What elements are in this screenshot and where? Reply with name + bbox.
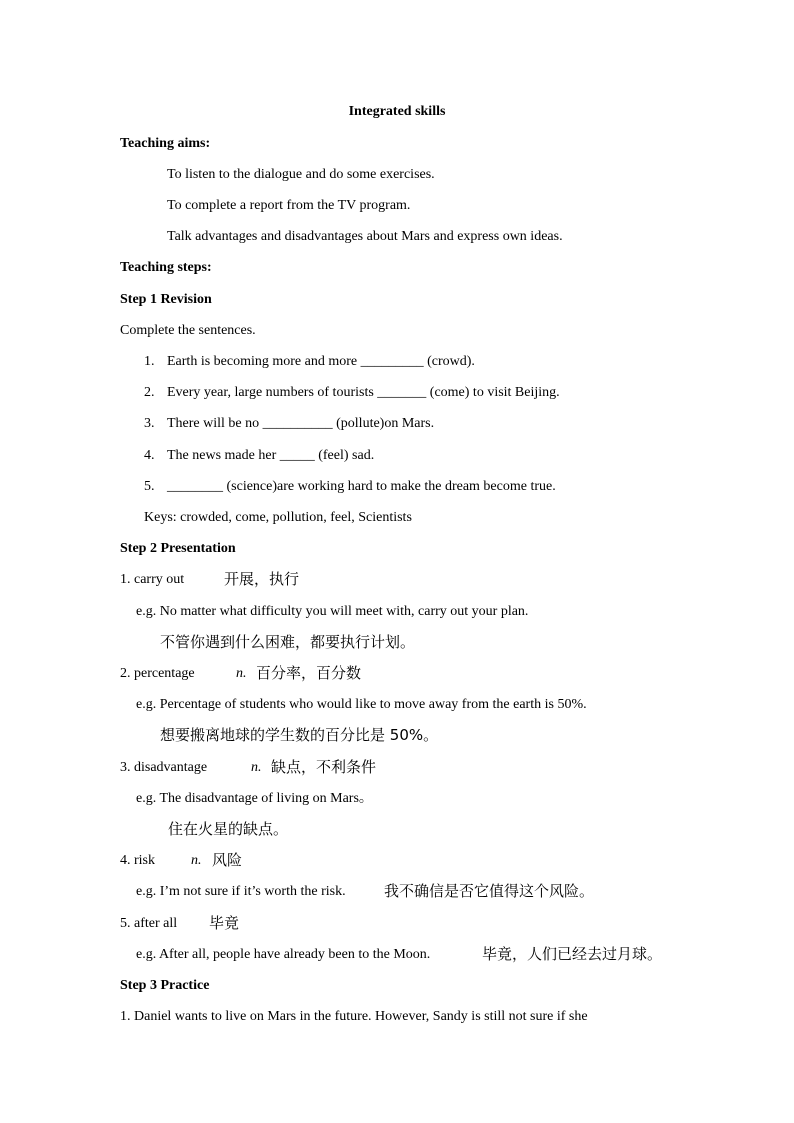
aim-item: To complete a report from the TV program. xyxy=(167,198,411,213)
sentence-number: 3. xyxy=(144,416,155,431)
vocab-example: e.g. I’m not sure if it’s worth the risk. xyxy=(136,884,346,899)
vocab-meaning: 百分率，百分数 xyxy=(256,664,362,682)
vocab-meaning: 开展，执行 xyxy=(224,570,300,588)
vocab-translation: 想要搬离地球的学生数的百分比是 50%。 xyxy=(160,726,439,744)
part-of-speech: n. xyxy=(251,760,262,775)
sentence-text: Every year, large numbers of tourists _______ (come) to visit Beijing. xyxy=(167,385,560,400)
part-of-speech: n. xyxy=(191,853,202,868)
vocab-example: e.g. The disadvantage of living on Mars。 xyxy=(136,791,373,806)
sentence-text: There will be no __________ (pollute)on Mars. xyxy=(167,416,435,431)
vocab-meaning: 缺点，不利条件 xyxy=(271,758,377,776)
vocab-term: 2. percentage xyxy=(120,666,195,681)
sentence-number: 4. xyxy=(144,448,155,463)
step1-instruction: Complete the sentences. xyxy=(120,323,256,338)
vocab-translation: 住在火星的缺点。 xyxy=(168,820,289,838)
step3-exercise-text: 1. Daniel wants to live on Mars in the future. However, Sandy is still not sure if she xyxy=(120,1009,588,1024)
vocab-translation: 不管你遇到什么困难，都要执行计划。 xyxy=(160,633,416,651)
vocab-term: 5. after all xyxy=(120,916,178,931)
part-of-speech: n. xyxy=(236,666,247,681)
vocab-term: 1. carry out xyxy=(120,572,185,587)
sentence-text: The news made her _____ (feel) sad. xyxy=(167,448,375,463)
step1-heading: Step 1 Revision xyxy=(120,292,212,307)
aim-item: To listen to the dialogue and do some exercises. xyxy=(167,167,435,182)
document-title: Integrated skills xyxy=(348,104,446,119)
vocab-meaning: 风险 xyxy=(212,851,243,869)
vocab-example-translation: 毕竟，人们已经去过月球。 xyxy=(482,945,663,963)
sentence-number: 1. xyxy=(144,354,155,369)
vocab-example-translation: 我不确信是否它值得这个风险。 xyxy=(384,882,595,900)
teaching-aims-heading: Teaching aims: xyxy=(120,136,211,151)
vocab-meaning: 毕竟 xyxy=(209,914,240,932)
vocab-example: e.g. After all, people have already been to the Moon. xyxy=(136,947,431,962)
sentence-number: 5. xyxy=(144,479,155,494)
teaching-steps-heading: Teaching steps: xyxy=(120,260,212,275)
vocab-term: 4. risk xyxy=(120,853,155,868)
step3-heading: Step 3 Practice xyxy=(120,978,210,993)
answer-keys: Keys: crowded, come, pollution, feel, Scientists xyxy=(144,510,412,525)
sentence-text: ________ (science)are working hard to make the dream become true. xyxy=(167,479,556,494)
vocab-example: e.g. Percentage of students who would like to move away from the earth is 50%. xyxy=(136,697,587,712)
sentence-number: 2. xyxy=(144,385,155,400)
sentence-text: Earth is becoming more and more _________ (crowd). xyxy=(167,354,475,369)
step2-heading: Step 2 Presentation xyxy=(120,541,236,556)
vocab-term: 3. disadvantage xyxy=(120,760,208,775)
vocab-example: e.g. No matter what difficulty you will meet with, carry out your plan. xyxy=(136,604,529,619)
aim-item: Talk advantages and disadvantages about Mars and express own ideas. xyxy=(167,229,563,244)
